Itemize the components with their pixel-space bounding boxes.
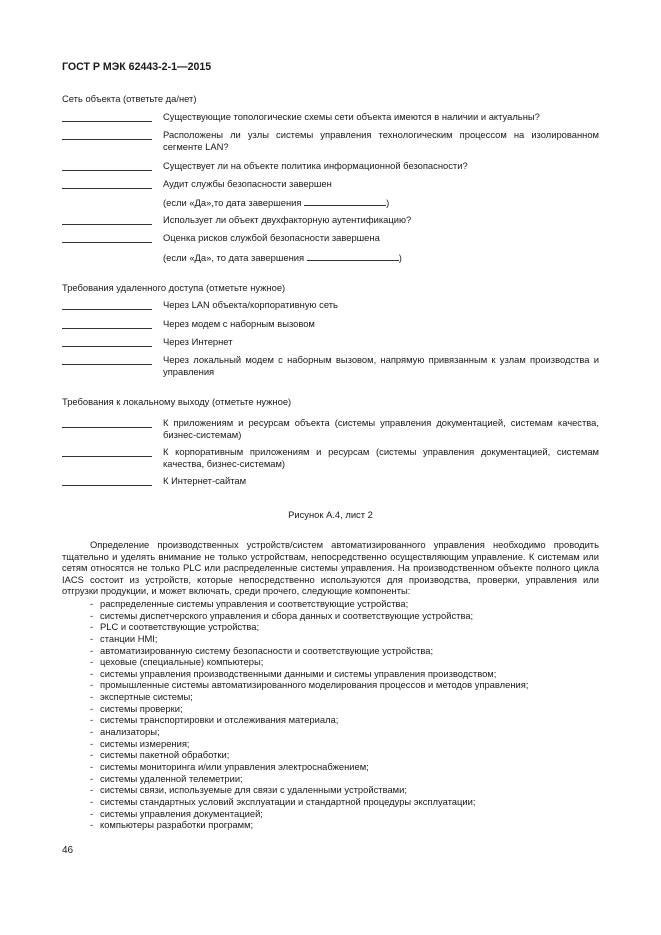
section-title-site-network: Сеть объекта (ответьте да/нет) — [62, 93, 197, 104]
date-blank — [307, 251, 399, 261]
component-list — [90, 598, 528, 831]
list-item: - системы удаленной телеметрии; — [90, 772, 243, 784]
list-item: - PLC и соответствующие устройства; — [90, 621, 260, 633]
answer-blank — [62, 364, 152, 365]
answer-blank — [62, 170, 152, 171]
list-item: - системы проверки; — [90, 702, 183, 714]
body-paragraph: Определение производственных устройств/систем автоматизированного управления необходимо проводить тщательно и уделять внимание не только устройствам, непосредственно осуществляющим управление. К системам или сетям относятся не только PLC или распределенные системы управления. На производственном объекте полного цикла IACS состоит из устройств, которые непосредственно используются для производства, проверки, управления или отгрузки продукции, и может включать, среди прочего, следующие компоненты: — [62, 539, 599, 597]
question-isolated-lan: Расположены ли узлы системы управления технологическим процессом на изолированном сегменте LAN? — [163, 129, 599, 152]
option-corporate-apps: К корпоративным приложениям и ресурсам (системы управления документацией, системам качества, бизнес-системам) — [163, 446, 599, 469]
risk-date-line — [163, 251, 402, 264]
section-title-remote-access: Требования удаленного доступа (отметьте нужное) — [62, 282, 286, 293]
list-item: - автоматизированную систему безопасности и соответствующие устройства; — [90, 644, 434, 656]
answer-blank — [62, 242, 152, 243]
section-title-local-exit: Требования к локальному выходу (отметьте нужное) — [62, 396, 292, 407]
audit-date-prefix: (если «Да»,то дата завершения — [163, 197, 302, 208]
list-item: - системы управления документацией; — [90, 807, 263, 819]
question-audit: Аудит службы безопасности завершен — [163, 178, 332, 189]
answer-blank — [62, 309, 152, 310]
list-item: - распределенные системы управления и соответствующие устройства; — [90, 598, 409, 609]
list-item: - системы измерения; — [90, 737, 190, 749]
question-topology: Существующие топологические схемы сети объекта имеются в наличии и актуальны? — [163, 111, 540, 122]
answer-blank — [62, 121, 152, 122]
list-item: - анализаторы; — [90, 726, 160, 738]
answer-blank — [62, 485, 152, 486]
answer-blank — [62, 139, 152, 140]
answer-blank — [62, 427, 152, 428]
risk-date-prefix: (если «Да», то дата завершения — [163, 252, 305, 263]
list-item: - экспертные системы; — [90, 691, 193, 703]
question-risk-assessment: Оценка рисков службой безопасности завершена — [163, 232, 380, 243]
question-two-factor: Использует ли объект двухфакторную аутентификацию? — [163, 214, 412, 225]
list-item: - станции HMI; — [90, 632, 158, 644]
document-header: ГОСТ Р МЭК 62443-2-1—2015 — [62, 61, 212, 73]
close-paren: ) — [398, 252, 402, 263]
date-blank — [304, 196, 386, 206]
list-item: - системы управления производственными данными и системы управления производством; — [90, 667, 497, 679]
page-number: 46 — [62, 845, 74, 856]
list-item: - компьютеры разработки программ; — [90, 819, 254, 831]
option-site-apps: К приложениям и ресурсам объекта (системы управления документацией, системам качества, бизнес-системам) — [163, 417, 599, 440]
answer-blank — [62, 188, 152, 189]
list-item: - системы связи, используемые для связи с удаленными устройствами; — [90, 784, 407, 796]
answer-blank — [62, 456, 152, 457]
close-paren: ) — [386, 197, 390, 208]
option-lan: Через LAN объекта/корпоративную сеть — [163, 299, 338, 310]
list-item: - системы диспетчерского управления и сбора данных и соответствующие устройства; — [90, 609, 474, 621]
answer-blank — [62, 224, 152, 225]
list-item: - системы транспортировки и отслеживания материала; — [90, 714, 339, 726]
question-security-policy: Существует ли на объекте политика информационной безопасности? — [163, 160, 468, 171]
list-item: - системы пакетной обработки; — [90, 749, 230, 761]
option-modem: Через модем с наборным вызовом — [163, 318, 315, 329]
list-item: - цеховые (специальные) компьютеры; — [90, 656, 264, 668]
option-internet-sites: К Интернет-сайтам — [163, 475, 247, 486]
option-local-modem: Через локальный модем с наборным вызовом, напрямую привязанным к узлам производства и управления — [163, 354, 599, 377]
option-internet: Через Интернет — [163, 336, 233, 347]
audit-date-line — [163, 196, 389, 209]
answer-blank — [62, 346, 152, 347]
answer-blank — [62, 328, 152, 329]
list-item: - системы стандартных условий эксплуатации и стандартной процедуры эксплуатации; — [90, 795, 476, 807]
list-item: - промышленные системы автоматизированного моделирования процессов и методов управления; — [90, 679, 529, 691]
list-item: - системы мониторинга и/или управления электроснабжением; — [90, 760, 369, 772]
figure-caption: Рисунок А.4, лист 2 — [288, 509, 373, 520]
